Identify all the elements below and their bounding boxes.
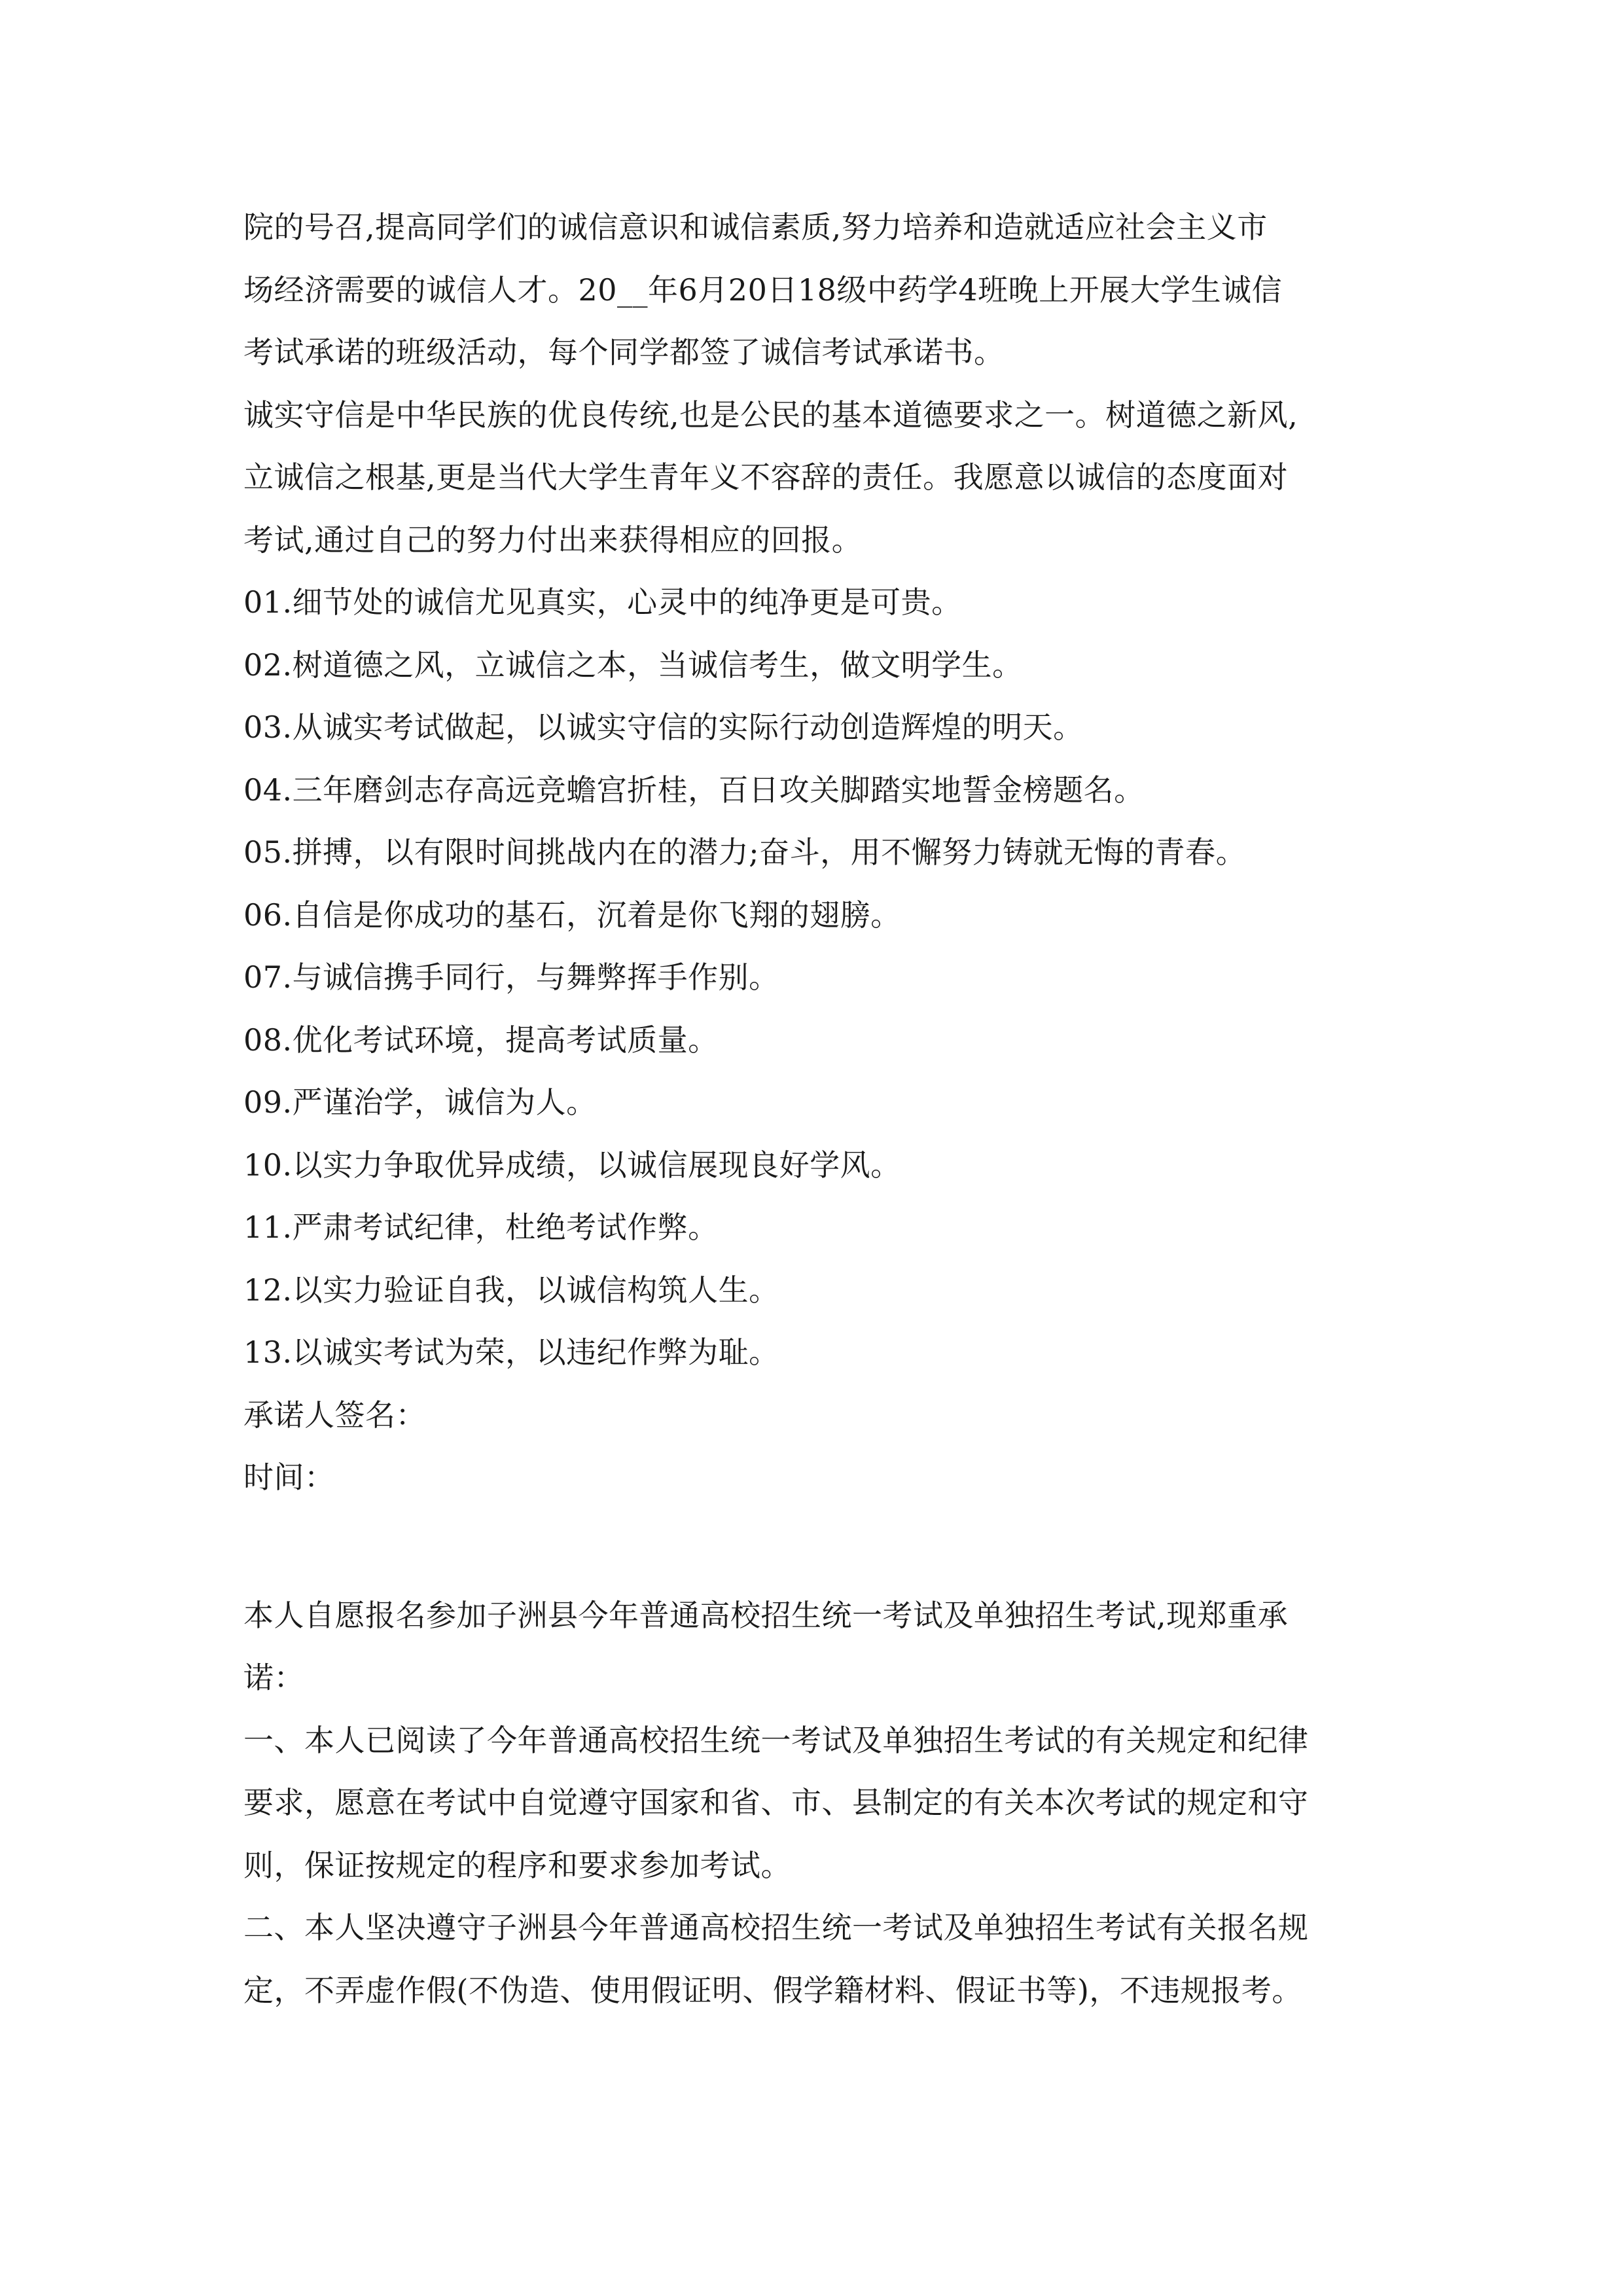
paragraph-line: 本人自愿报名参加子洲县今年普通高校招生统一考试及单独招生考试,现郑重承 [243, 1597, 1289, 1633]
paragraph-line: 立诚信之根基,更是当代大学生青年义不容辞的责任。我愿意以诚信的态度面对 [243, 459, 1289, 495]
slogan-item: 05.拼搏，以有限时间挑战内在的潜力;奋斗，用不懈努力铸就无悔的青春。 [243, 834, 1247, 870]
slogan-item: 11.严肃考试纪律，杜绝考试作弊。 [243, 1210, 719, 1245]
signature-label: 承诺人签名： [243, 1397, 426, 1433]
paragraph-line: 诚实守信是中华民族的优良传统,也是公民的基本道德要求之一。树道德之新风, [243, 397, 1298, 433]
paragraph-line: 考试,通过自己的努力付出来获得相应的回报。 [243, 522, 863, 558]
slogan-item: 10.以实力争取优异成绩，以诚信展现良好学风。 [243, 1147, 901, 1183]
paragraph-line: 要求，愿意在考试中自觉遵守国家和省、市、县制定的有关本次考试的规定和守 [243, 1785, 1309, 1820]
slogan-item: 04.三年磨剑志存高远竞蟾宫折桂，百日攻关脚踏实地誓金榜题名。 [243, 772, 1145, 808]
slogan-item: 13.以诚实考试为荣，以违纪作弊为耻。 [243, 1335, 779, 1370]
document-page [243, 196, 1408, 2022]
slogan-item: 02.树道德之风，立诚信之本，当诚信考生，做文明学生。 [243, 647, 1023, 683]
paragraph-line: 二、本人坚决遵守子洲县今年普通高校招生统一考试及单独招生考试有关报名规 [243, 1910, 1309, 1945]
paragraph-line: 诺： [243, 1660, 304, 1695]
slogan-item: 09.严谨治学，诚信为人。 [243, 1085, 597, 1120]
slogan-item: 07.与诚信携手同行，与舞弊挥手作别。 [243, 960, 779, 995]
paragraph-line: 场经济需要的诚信人才。20__年6月20日18级中药学4班晚上开展大学生诚信 [243, 272, 1283, 308]
section-honesty-slogans [243, 196, 1408, 1509]
slogan-item: 08.优化考试环境，提高考试质量。 [243, 1022, 719, 1058]
date-label: 时间： [243, 1460, 335, 1495]
slogan-item: 12.以实力验证自我，以诚信构筑人生。 [243, 1272, 779, 1308]
paragraph-line: 则，保证按规定的程序和要求参加考试。 [243, 1847, 791, 1883]
slogan-item: 03.从诚实考试做起，以诚实守信的实际行动创造辉煌的明天。 [243, 709, 1084, 745]
section-gap [243, 1509, 1408, 1585]
paragraph-line: 院的号召,提高同学们的诚信意识和诚信素质,努力培养和造就适应社会主义市 [243, 209, 1268, 245]
paragraph-line: 定，不弄虚作假(不伪造、使用假证明、假学籍材料、假证书等)，不违规报考。 [243, 1972, 1302, 2008]
slogan-item: 01.细节处的诚信尤见真实，心灵中的纯净更是可贵。 [243, 584, 962, 620]
slogan-item: 06.自信是你成功的基石，沉着是你飞翔的翅膀。 [243, 897, 901, 933]
paragraph-line: 考试承诺的班级活动，每个同学都签了诚信考试承诺书。 [243, 334, 1005, 370]
paragraph-line: 一、本人已阅读了今年普通高校招生统一考试及单独招生考试的有关规定和纪律 [243, 1722, 1309, 1758]
section-exam-pledge [243, 1585, 1408, 2022]
